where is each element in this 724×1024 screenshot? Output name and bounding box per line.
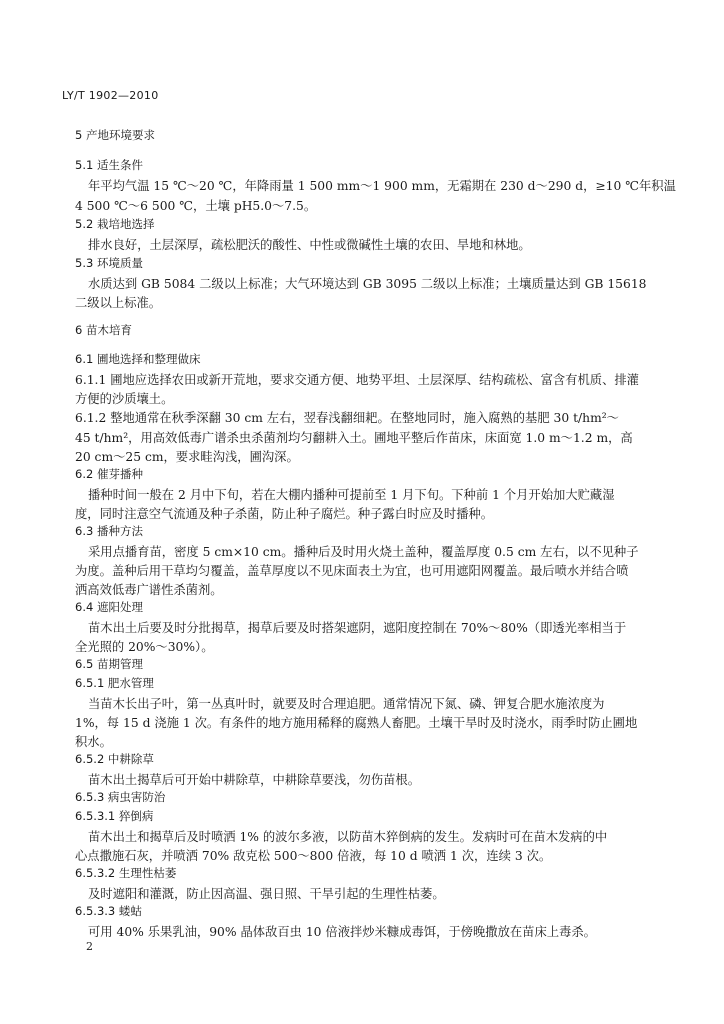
section-heading: 6.5.3.2 生理性枯萎 [75,866,177,880]
paragraph-line: 6.1.2 整地通常在秋季深翻 30 cm 左右，翌春浅翻细耙。在整地同时，施入腐熟的基肥 30 t/hm²～ [75,411,619,425]
paragraph-line: 水质达到 GB 5084 二级以上标准；大气环境达到 GB 3095 二级以上标准；土壤质量达到 GB 15618 [88,277,647,291]
section-heading: 6.4 遮阳处理 [75,600,143,614]
section-heading: 6.2 催芽播种 [75,467,143,481]
paragraph-line: 播种时间一般在 2 月中下旬，若在大棚内播种可提前至 1 月下旬。下种前 1 个月开始加大贮藏湿 [88,488,615,502]
paragraph-line: 年平均气温 15 ℃～20 ℃，年降雨量 1 500 mm～1 900 mm，无霜期在 230 d～290 d，≥10 ℃年积温 [88,179,676,193]
paragraph-line: 为度。盖种后用干草均匀覆盖，盖草厚度以不见床面表土为宜，也可用遮阳网覆盖。最后喷水并结合喷 [75,564,629,578]
section-heading: 6.5 苗期管理 [75,657,143,671]
paragraph-line: 洒高效低毒广谱性杀菌剂。 [75,583,223,597]
section-heading: 6.3 播种方法 [75,524,143,538]
paragraph-line: 6.1.1 圃地应选择农田或新开荒地，要求交通方便、地势平坦、土层深厚、结构疏松、富含有机质、排灌 [75,373,639,387]
paragraph-line: 排水良好，土层深厚，疏松肥沃的酸性、中性或微碱性土壤的农田、旱地和林地。 [88,238,531,252]
section-heading: 5.1 适生条件 [75,158,143,172]
paragraph-line: 全光照的 20%～30%）。 [75,640,214,654]
paragraph-line: 可用 40% 乐果乳油，90% 晶体敌百虫 10 倍液拌炒米糠成毒饵，于傍晚撒放在苗床上毒杀。 [88,925,596,939]
section-heading: 6.5.1 肥水管理 [75,676,154,690]
section-heading: 6.1 圃地选择和整理做床 [75,352,201,366]
paragraph-line: 4 500 ℃～6 500 ℃，土壤 pH5.0～7.5。 [75,199,317,213]
paragraph-line: 苗木出土和揭草后及时喷洒 1% 的波尔多液，以防苗木猝倒病的发生。发病时可在苗木发病的中 [88,830,608,844]
section-heading: 5.3 环境质量 [75,256,143,270]
paragraph-line: 苗木出土揭草后可开始中耕除草，中耕除草要浅，勿伤苗根。 [88,773,421,787]
paragraph-line: 20 cm～25 cm，要求畦沟浅，圃沟深。 [75,450,299,464]
section-heading: 5 产地环境要求 [75,128,155,142]
paragraph-line: 当苗木长出子叶，第一丛真叶时，就要及时合理追肥。通常情况下氮、磷、钾复合肥水施浓度为 [88,697,605,711]
paragraph-line: 度，同时注意空气流通及种子杀菌，防止种子腐烂。种子露白时应及时播种。 [75,507,494,521]
paragraph-line: 1%，每 15 d 浇施 1 次。有条件的地方施用稀释的腐熟人畜肥。土壤干旱时及时浇水，雨季时防止圃地 [75,716,638,730]
paragraph-line: 心点撒施石灰，并喷洒 70% 敌克松 500～800 倍液，每 10 d 喷洒 1 次，连续 3 次。 [75,849,552,863]
section-heading: 6 苗木培育 [75,323,132,337]
section-heading: 6.5.3.1 猝倒病 [75,809,154,823]
paragraph-line: 方便的沙质壤土。 [75,392,174,406]
page-number: 2 [86,940,93,953]
paragraph-line: 及时遮阳和灌溉，防止因高温、强日照、干旱引起的生理性枯萎。 [88,887,445,901]
paragraph-line: 苗木出土后要及时分批揭草，揭草后要及时搭架遮阴，遮阳度控制在 70%～80%（即透光率相当于 [88,621,627,635]
paragraph-line: 采用点播育苗，密度 5 cm×10 cm。播种后及时用火烧土盖种，覆盖厚度 0.5 cm 左右，以不见种子 [88,545,639,559]
section-heading: 5.2 栽培地选择 [75,217,155,231]
paragraph-line: 45 t/hm²，用高效低毒广谱杀虫杀菌剂均匀翻耕入土。圃地平整后作苗床，床面宽 1.0 m～1.2 m，高 [75,431,633,445]
document-header: LY/T 1902—2010 [62,89,159,102]
section-heading: 6.5.2 中耕除草 [75,752,154,766]
section-heading: 6.5.3 病虫害防治 [75,790,166,804]
section-heading: 6.5.3.3 蝼蛄 [75,904,142,918]
paragraph-line: 二级以上标准。 [75,296,162,310]
paragraph-line: 积水。 [75,735,112,749]
